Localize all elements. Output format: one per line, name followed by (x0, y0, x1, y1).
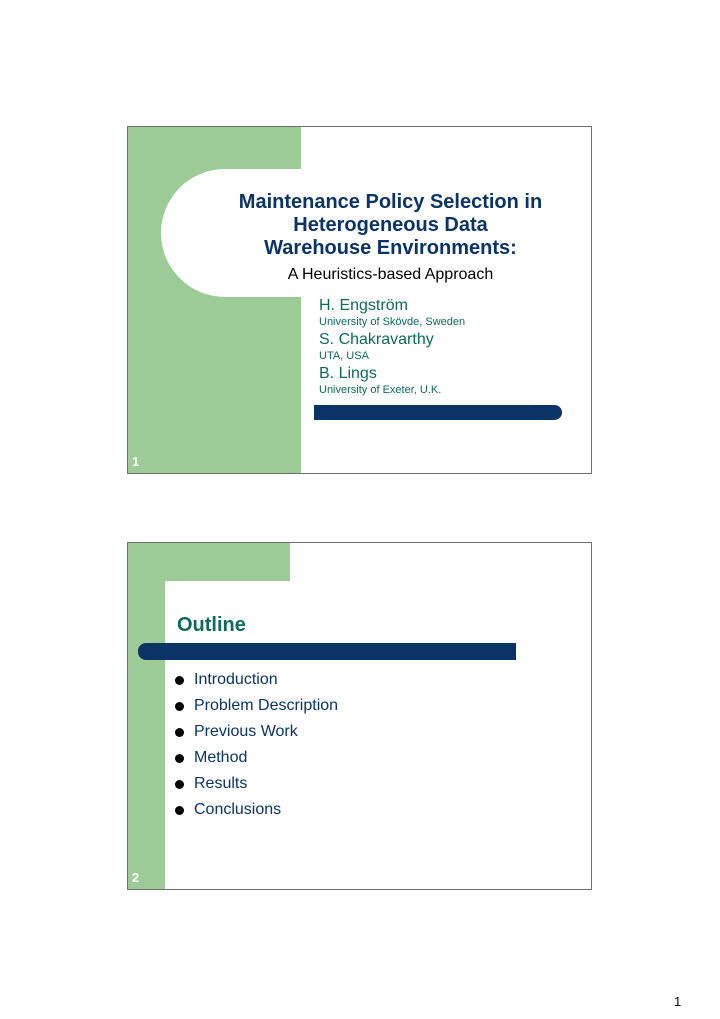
title-line-2: Heterogeneous Data (293, 214, 488, 236)
list-item-text: Introduction (194, 671, 278, 688)
bullet-icon (175, 754, 184, 763)
page-number: 1 (674, 994, 682, 1009)
slide-2 (127, 542, 592, 890)
slide-2-accent-bar (138, 643, 516, 660)
bullet-icon (175, 728, 184, 737)
title-line-3: Warehouse Environments: (264, 237, 517, 259)
author-name: B. Lings (319, 365, 377, 382)
list-item-text: Results (194, 775, 248, 792)
slide-2-green-strip (128, 543, 165, 889)
slide-2-title: Outline (177, 614, 246, 636)
slide-1 (127, 126, 592, 474)
slide-number: 1 (132, 454, 140, 469)
slide-1-title (198, 191, 583, 260)
list-item-text: Previous Work (194, 723, 298, 740)
author-affiliation: University of Skövde, Sweden (319, 316, 466, 328)
bullet-icon (175, 702, 184, 711)
author-affiliation: UTA, USA (319, 350, 369, 362)
bullet-icon (175, 806, 184, 815)
slide-number: 2 (132, 870, 140, 885)
author-name: S. Chakravarthy (319, 331, 434, 348)
author-name: H. Engström (319, 297, 408, 314)
author-list (319, 297, 465, 399)
list-item-text: Method (194, 749, 248, 766)
author-affiliation: University of Exeter, U.K. (319, 384, 442, 396)
list-item-text: Problem Description (194, 697, 339, 714)
slide-1-accent-bar (314, 405, 562, 420)
bullet-icon (175, 676, 184, 685)
bullet-icon (175, 780, 184, 789)
list-item-text: Conclusions (194, 801, 282, 818)
slide-1-subtitle: A Heuristics-based Approach (287, 266, 494, 283)
slide-2-green-header (128, 543, 290, 581)
title-line-1: Maintenance Policy Selection in (238, 191, 543, 213)
